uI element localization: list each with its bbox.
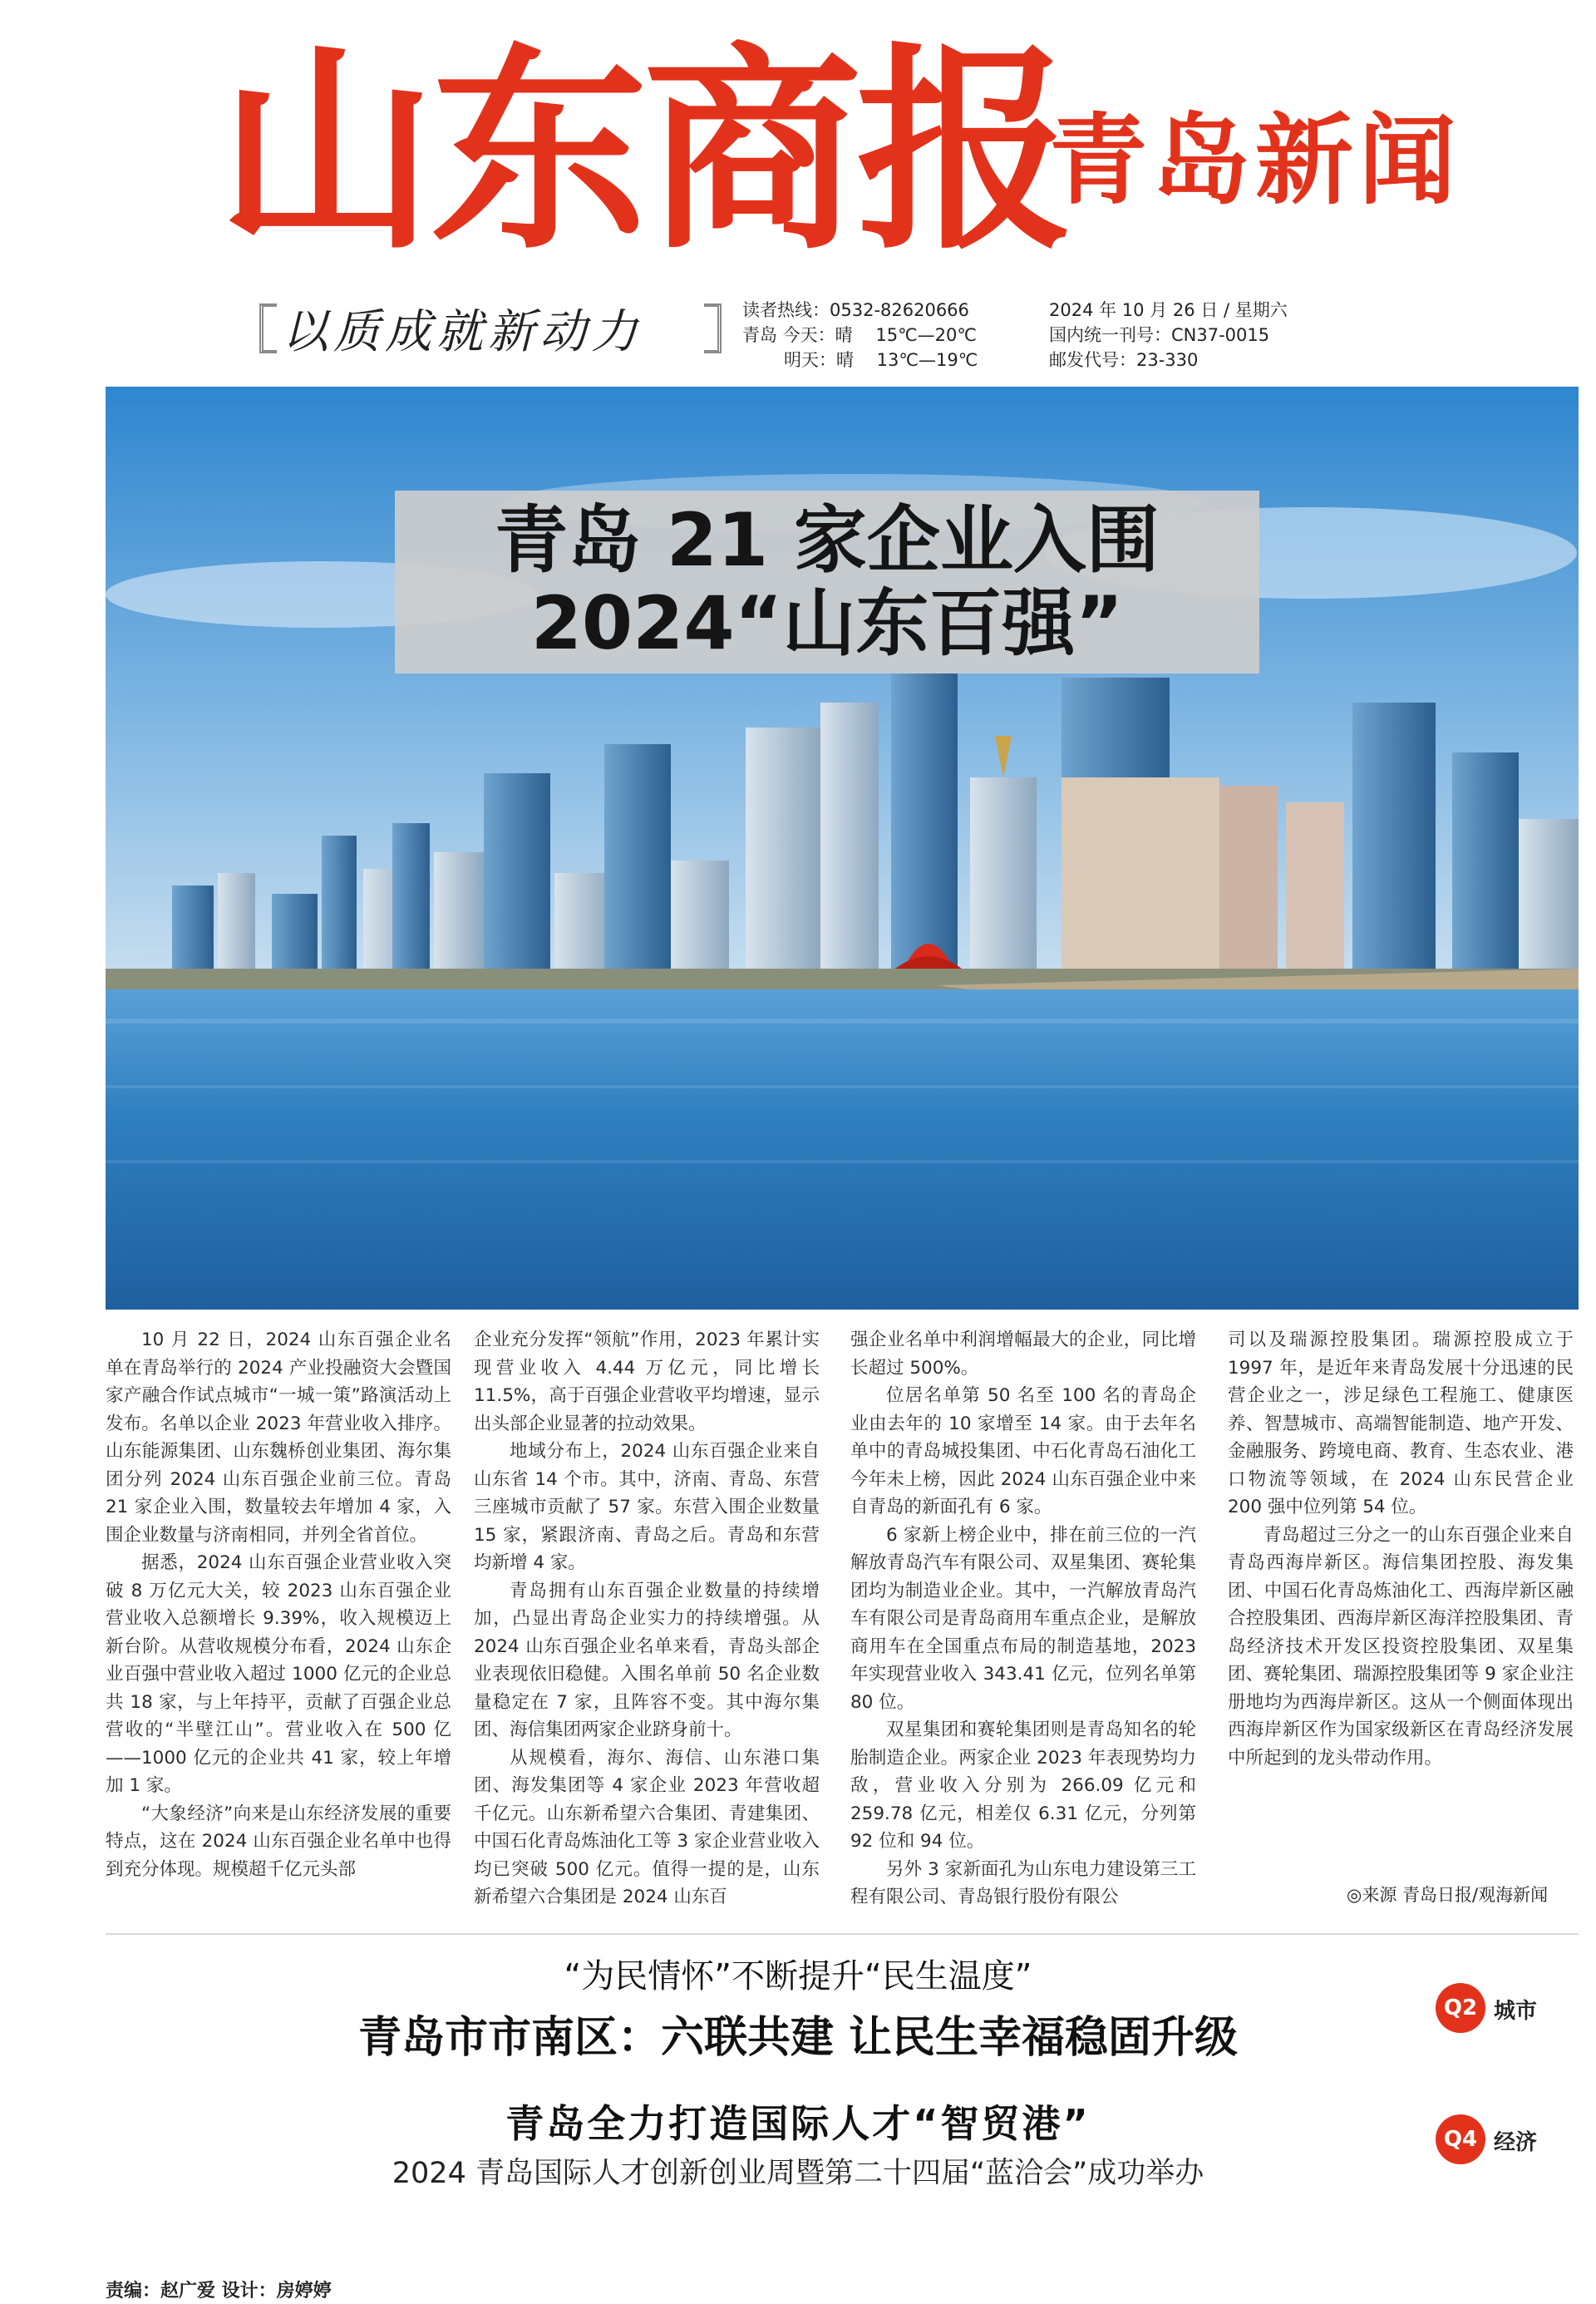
page-badge-q2[interactable]: Q2 [1436,1983,1485,2033]
reader-hotline: 读者热线：0532-82620666 [742,300,969,320]
teaser-1-kicker: “为民情怀”不断提升“民生温度” [564,1957,1032,1996]
article-paragraph: 10 月 22 日，2024 山东百强企业名单在青岛举行的 2024 产业投融资大会暨国家产融合作试点城市“一城一策”路演活动上发布。名单以企业 2023 年营业收入排序。山东能源集团、山东魏桥创业集团、海尔集团分列 2024 山东百强企业前三位。青岛 21 家企业入围，数量较去年增加 4 家，入围企业数量与济南相同，并列全省首位。 [106,1330,451,1546]
article-paragraph: 双星集团和赛轮集团则是青岛知名的轮胎制造企业。两家企业 2023 年表现势均力敌，营业收入分别为 266.09 亿元和 259.78 亿元，相差仅 6.31 亿元，分列第 92 位和 94 位。 [850,1719,1196,1852]
masthead-section: 青岛新闻 [1049,103,1462,218]
article-paragraph: 企业充分发挥“领航”作用，2023 年累计实现营业收入 4.44 万亿元，同比增长 11.5%，高于百强企业营收平均增速，显示出头部企业显著的拉动效果。 [474,1330,820,1434]
article-paragraph: 强企业名单中利润增幅最大的企业，同比增长超过 500%。 [850,1330,1196,1379]
article-column-4 [1228,1326,1574,1772]
article-paragraph: “大象经济”向来是山东经济发展的重要特点，这在 2024 山东百强企业名单中也得到充分体现。规模超千亿元头部 [106,1803,451,1880]
section-label-economy: 经济 [1494,2130,1538,2155]
editor-credits: 责编：赵广爱 设计：房婷婷 [106,2281,332,2302]
left-bracket-icon [259,303,277,353]
article-column-2 [474,1326,820,1912]
article-column-3 [850,1326,1196,1912]
page-badge-q4[interactable]: Q4 [1436,2114,1485,2164]
cn-number: 国内统一刊号：CN37-0015 [1049,325,1270,345]
article-paragraph: 6 家新上榜企业中，排在前三位的一汽解放青岛汽车有限公司、双星集团、赛轮集团均为制造业企业。其中，一汽解放青岛汽车有限公司是青岛商用车重点企业，是解放商用车在全国重点布局的制造基地，2023 年实现营业收入 343.41 亿元，位列名单第 80 位。 [850,1524,1196,1713]
slogan-box [259,299,722,358]
right-bracket-icon [704,303,722,353]
teaser-2-title[interactable]: 青岛全力打造国际人才“智贸港” [505,2101,1091,2146]
article-paragraph: 从规模看，海尔、海信、山东港口集团、海发集团等 4 家企业 2023 年营收超千亿元。山东新希望六合集团、青建集团、中国石化青岛炼油化工等 3 家企业营业收入均已突破 500 亿元。值得一提的是，山东新希望六合集团是 2024 山东百 [474,1747,820,1907]
article-column-1 [106,1326,451,1883]
section-label-city: 城市 [1494,1999,1538,2024]
weather-today: 青岛 今天：晴 15℃—20℃ [742,325,977,345]
article-paragraph: 据悉，2024 山东百强企业营业收入突破 8 万亿元大关，较 2023 山东百强企业营业收入总额增长 9.39%，收入规模迈上新台阶。从营收规模分布看，2024 山东企业百强中营业收入超过 1000 亿元的企业总共 18 家，与上年持平，贡献了百强企业总营收的“半壁江山”。营业收入在 500 亿——1000 亿元的企业共 41 家，较上年增加 1 家。 [106,1552,451,1796]
article-paragraph: 司以及瑞源控股集团。瑞源控股成立于 1997 年，是近年来青岛发展十分迅速的民营企业之一，涉足绿色工程施工、健康医养、智慧城市、高端智能制造、地产开发、金融服务、跨境电商、教育、生态农业、港口物流等领域，在 2024 山东民营企业 200 强中位列第 54 位。 [1228,1330,1574,1517]
weather-tomorrow: 明天：晴 13℃—19℃ [784,350,978,370]
teaser-1-title[interactable]: 青岛市市南区：六联共建 让民生幸福稳固升级 [357,2013,1239,2063]
article-paragraph: 青岛拥有山东百强企业数量的持续增加，凸显出青岛企业实力的持续增强。从 2024 山东百强企业名单来看，青岛头部企业表现依旧稳健。入围名单前 50 名企业数量稳定在 7 家，且阵容不变。其中海尔集团、海信集团两家企业跻身前十。 [474,1580,820,1740]
divider [106,1933,1579,1935]
issue-date: 2024 年 10 月 26 日 / 星期六 [1049,300,1288,320]
article-paragraph: 地域分布上，2024 山东百强企业来自山东省 14 个市。其中，济南、青岛、东营三座城市贡献了 57 家。东营入围企业数量 15 家，紧跟济南、青岛之后。青岛和东营均新增 4 家。 [474,1441,820,1573]
article-paragraph: 另外 3 家新面孔为山东电力建设第三工程有限公司、青岛银行股份有限公 [850,1858,1196,1907]
article-paragraph: 青岛超过三分之一的山东百强企业来自青岛西海岸新区。海信集团控股、海发集团、中国石化青岛炼油化工、西海岸新区融合控股集团、西海岸新区海洋控股集团、青岛经济技术开发区投资控股集团、双星集团、赛轮集团、瑞源控股集团等 9 家企业注册地均为西海岸新区。这从一个侧面体现出西海岸新区作为国家级新区在青岛经济发展中所起到的龙头带动作用。 [1228,1524,1574,1769]
headline-line-1: 青岛 21 家企业入围 [495,497,1160,583]
teaser-2-subtitle: 2024 青岛国际人才创新创业周暨第二十四届“蓝洽会”成功举办 [392,2157,1204,2190]
headline-line-2: 2024“山东百强” [530,580,1124,666]
slogan: 以质成就新动力 [282,305,643,359]
article-source: ◎来源 青岛日报/观海新闻 [1347,1885,1549,1905]
masthead-title: 山东商报 [218,25,1069,279]
article-paragraph: 位居名单第 50 名至 100 名的青岛企业由去年的 10 家增至 14 家。由于去年名单中的青岛城投集团、中石化青岛石油化工今年未上榜，因此 2024 山东百强企业中来自青岛的新面孔有 6 家。 [850,1385,1196,1517]
postal-code: 邮发代号：23-330 [1049,350,1199,370]
